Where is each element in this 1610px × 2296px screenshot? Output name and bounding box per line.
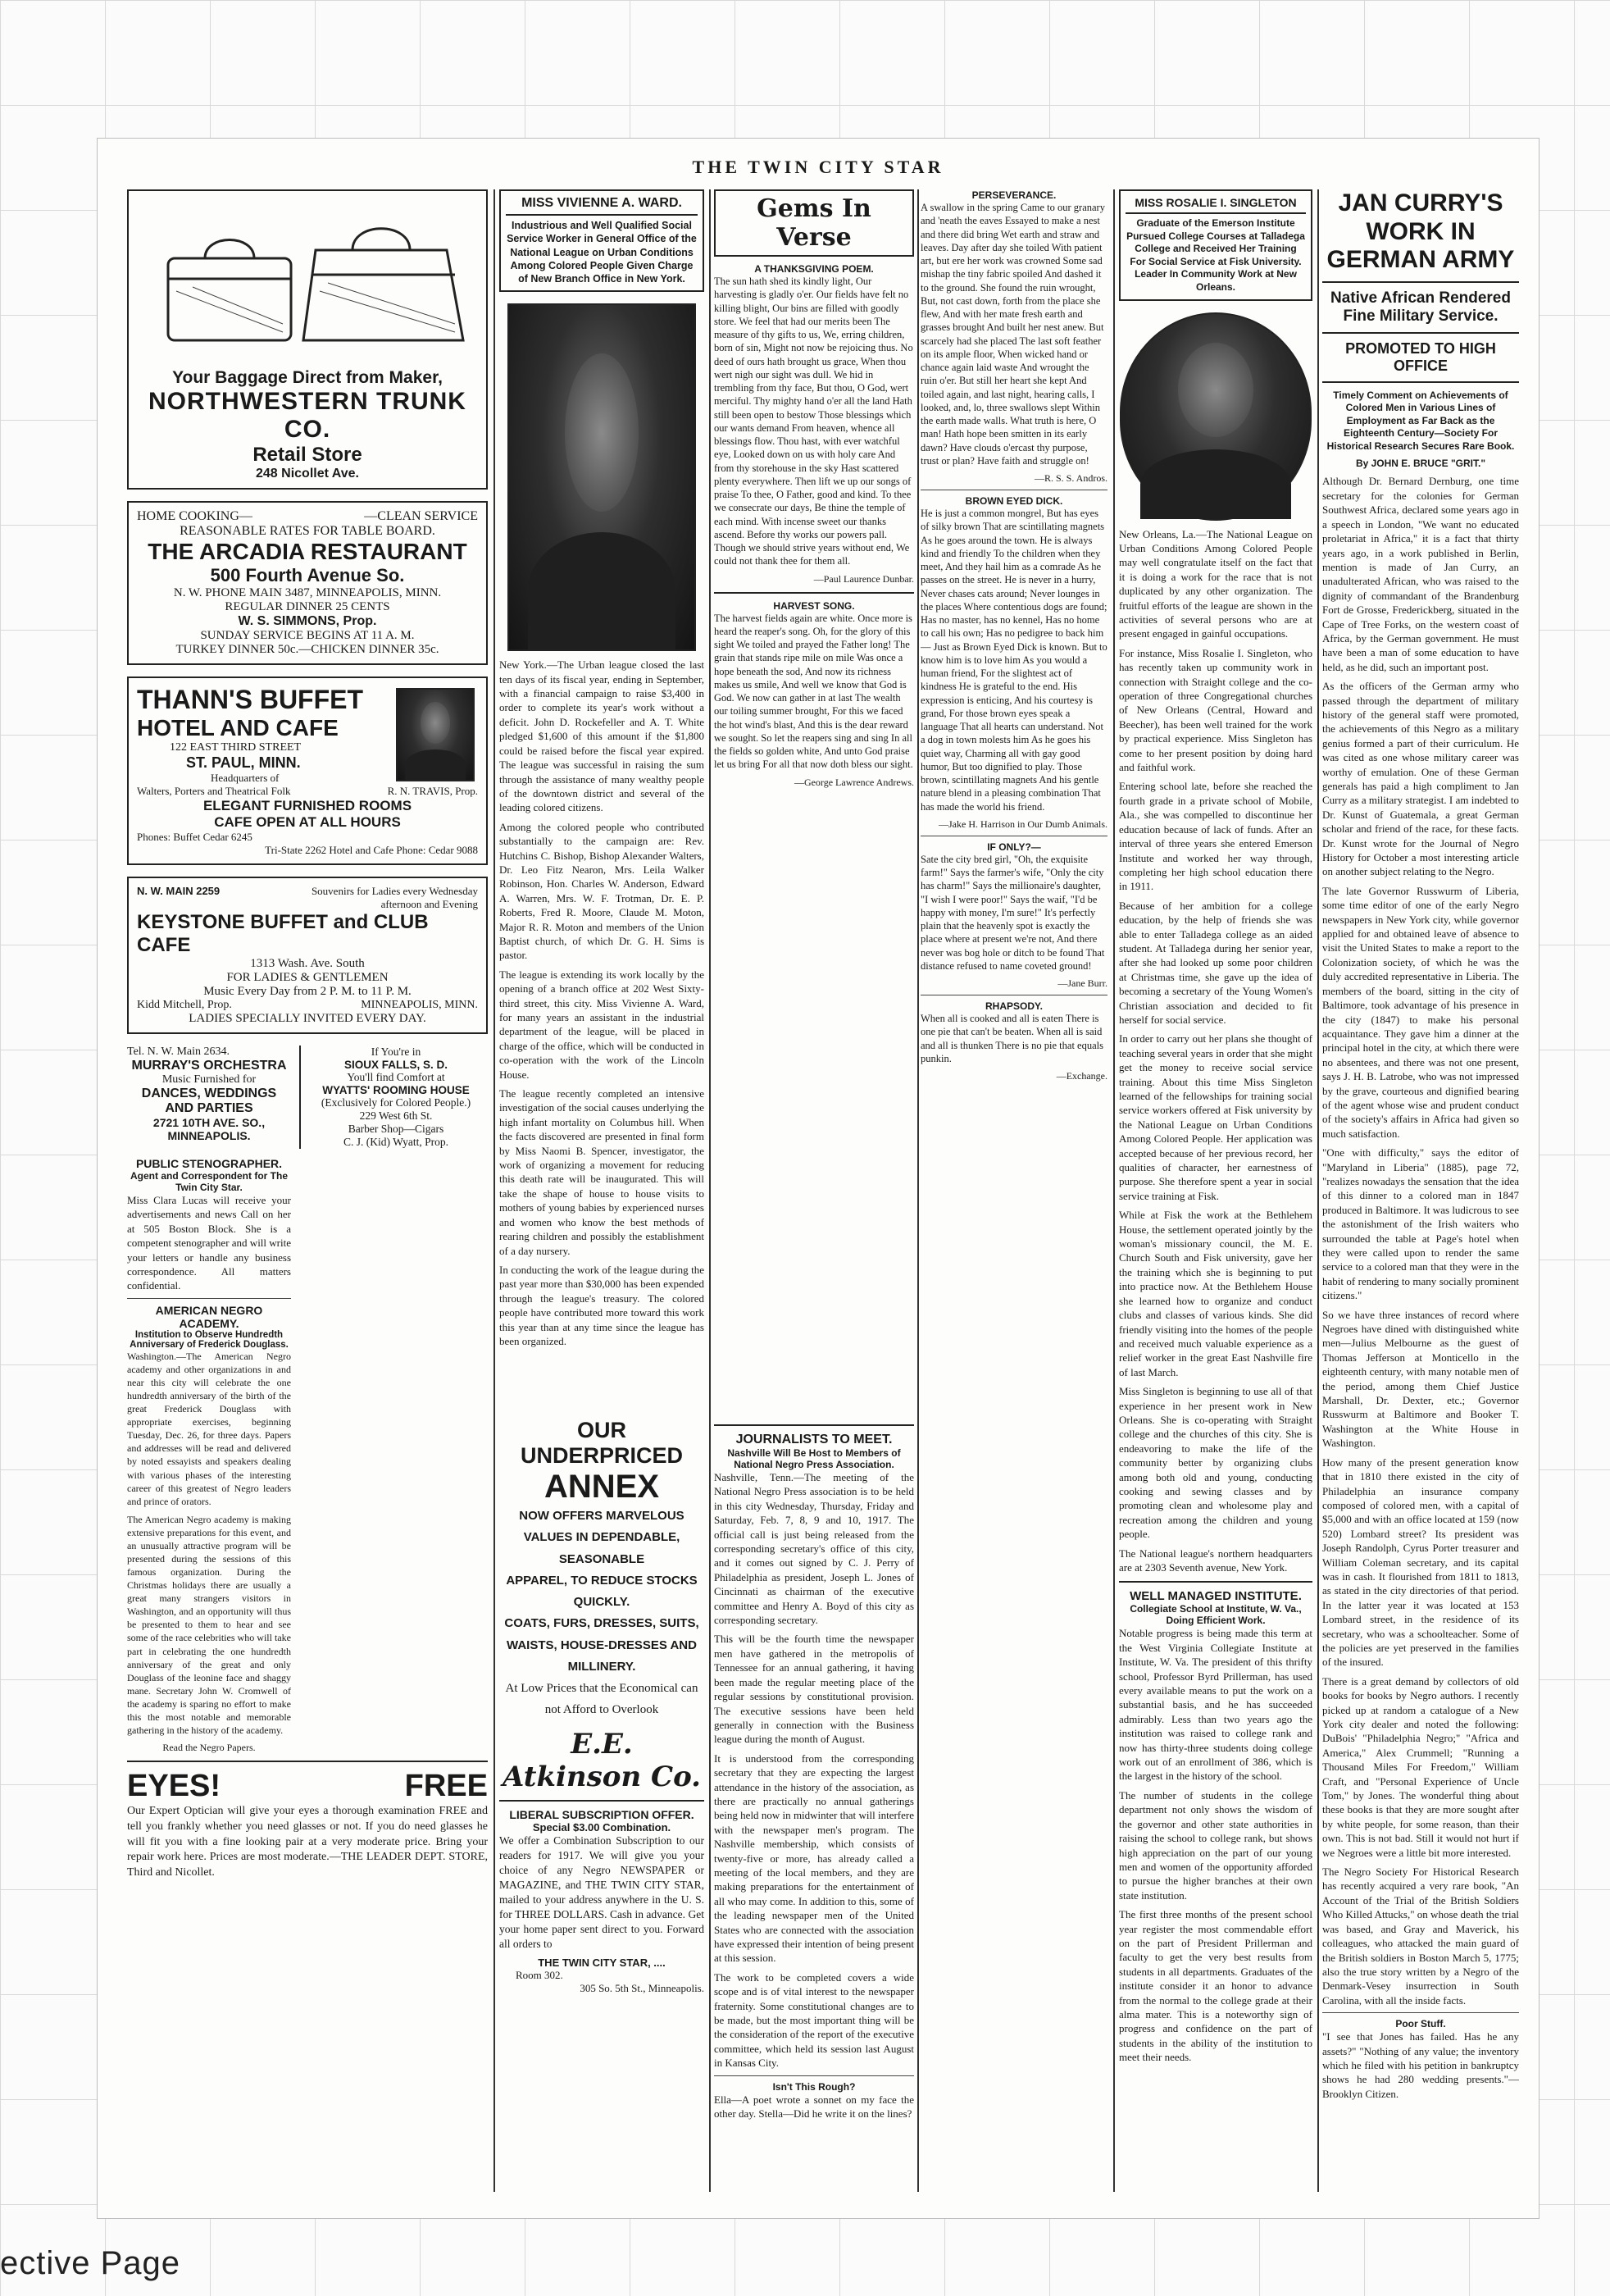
curry-p7: There is a great demand by collectors of old books for books by Negro authors. I recently picked up at random a catalogue of a New York city dealer and noted the following: DuBois' "Philadelphia Negro;" "Africa and America," Alex Crummell; "Running a Thousand Miles For Freedom," William Craft, and "Personal Experience of Uncle Tom," by Jones. The wonderful thing about these books is that they are more sought after by white people, for some reason, than their own. This is not bad. Still it would not hurt if we Negroes were a little bit more interested. <box>1322 1674 1519 1859</box>
thann-street: 122 EAST THIRD STREET <box>170 741 302 754</box>
northwestern-address: 248 Nicollet Ave. <box>256 467 359 481</box>
singleton-header-box <box>1119 189 1312 301</box>
thann-rooms1: ELEGANT FURNISHED ROOMS <box>202 798 412 813</box>
arcadia-rates: REASONABLE RATES FOR TABLE BOARD. <box>180 524 435 538</box>
singleton-p1: New Orleans, La.—The National League on Urban Conditions Among Colored People may well congratulate itself on the fact that it is doing a work for the race that is not duplicated by any other organization. The fruitful efforts of the league are shown in the activities of several persons who are at present engaged in gainful occupations. <box>1119 527 1312 640</box>
singleton-p2: For instance, Miss Rosalie I. Singleton, who has recently taken up community work in connection with Straight college and the co-operation of three Congregational churches of New Orleans (Central, Howard and Beecher), has been well trained for the work by practical experience. Miss Singleton has come to her present position by doing hard and faithful work. <box>1119 646 1312 774</box>
northwestern-trunk-ad <box>127 189 488 490</box>
steno-body: Miss Clara Lucas will receive your advertisements and news Call on her at 505 Boston Block. She is a competent stenographer and will write your letters or handle any business correspondence. All matters confidential. <box>127 1194 291 1292</box>
thann-city: ST. PAUL, MINN. <box>186 754 301 771</box>
annex-l3: APPAREL, TO REDUCE STOCKS QUICKLY. <box>506 1573 698 1609</box>
rough-title: Isn't This Rough? <box>772 2080 856 2093</box>
gems-title-box <box>714 189 914 257</box>
column-rule <box>709 189 711 2192</box>
wyatt-l1: If You're in <box>371 1046 421 1058</box>
curry-deck1: Native African Rendered Fine Military Service. <box>1330 289 1511 325</box>
curry-p3: The late Governor Russwurm of Liberia, some time editor of one of the early Negro newspapers in New York city, while governor applied for and obtained leave of absence to visit the United States to make a report to the Colonization society, of which he was the duly accredited representative in Liberia. The members of the board, sitting in the city of Baltimore, took advantage of his presence in the city (1847) to make his personal acquaintance. They gave him a dinner at the principal hotel in the city, at which there were no absentees, and there was not one present, says J. H. B. Latrobe, who was not impressed by the grave, courteous and dignified bearing of the agent whose wise and prudent conduct of the society's affairs in Africa had given so much satisfaction. <box>1322 884 1519 1140</box>
singleton-name: MISS ROSALIE I. SINGLETON <box>1135 196 1297 209</box>
poem3-author: —R. S. S. Andros. <box>1034 472 1107 484</box>
annex-l1: NOW OFFERS MARVELOUS <box>519 1509 684 1523</box>
wyatt-l3: You'll find Comfort at <box>347 1071 445 1083</box>
column-6 <box>1322 189 1519 2192</box>
keystone-city: MINNEAPOLIS, MINN. <box>361 999 478 1011</box>
keystone-for: FOR LADIES & GENTLEMEN <box>226 971 389 984</box>
academy-p2: The American Negro academy is making extensive preparations for this event, and an unusually attractive program will be presented during the sessions of this famous organization. During the Christmas holidays there are usually a great many strangers visitors in Washington, and an opportunity will thus be presented to them to hear and see some of the race celebrities who will take part in celebrating the one hundredth anniversary of the great and only Douglass of the leonine face and shaggy mane. Secretary John W. Cromwell of the academy is sparing no effort to make this the most notable and memorable gathering in the history of the academy. <box>127 1513 291 1737</box>
murray-addr: 2721 10TH AVE. SO., MINNEAPOLIS. <box>152 1116 266 1142</box>
singleton-p5: In order to carry out her plans she thought of teaching several years in order that she might get the money to receive social service training. About this time Miss Singleton learned of the fellowships for training social service workers offered at Fisk university by the National League on Urban Conditions Among Colored People. Her application was accepted because of her previous record, her qualities of character, her earnestness of purpose. She therefore spent a year in social service training at Fisk. <box>1119 1032 1312 1202</box>
poem6-title: RHAPSODY. <box>985 1000 1043 1012</box>
thann-name: THANN'S BUFFET <box>137 685 364 714</box>
ward-p1: New York.—The Urban league closed the last ten days of its fiscal year, ending in September, with a financial campaign to raise $3,400 in order to complete its year's work without a deficit. John D. Rockefeller and A. T. White pledged $1,600 of this amount if the $1,800 could be raised before the fiscal year expired. The league was successful in raising the sum through the assistance of many wealthy people of the downtown district and several of the leading colored citizens. <box>499 658 704 814</box>
murray-music: Music Furnished for <box>161 1073 257 1086</box>
journalists-title: JOURNALISTS TO MEET. <box>735 1433 893 1446</box>
atkinson-logo: E.E. Atkinson Co. <box>502 1727 702 1793</box>
offer-title: LIBERAL SUBSCRIPTION OFFER. <box>509 1807 694 1821</box>
annex-l2: VALUES IN DEPENDABLE, SEASONABLE <box>523 1530 680 1566</box>
luggage-illustration <box>143 201 471 365</box>
poem5-author: —Jane Burr. <box>1057 977 1107 989</box>
ward-p2: Among the colored people who contributed substantially to the campaign are: Rev. Hutchins C. Bishop, Bishop Alexander Walters, Dr. Leo Fitz Nearon, Mrs. Leila Walker Robinson, Hon. Charles W. Anderson, Edward A. Warren, Mrs. W. F. Trotman, Dr. E. P. Roberts, Fred R. Moore, Claude M. Moton, Major R. R. Moton and members of the Union Baptist church, of which Dr. G. H. Sims is pastor. <box>499 820 704 962</box>
running-head: THE TWIN CITY STAR <box>692 157 944 177</box>
murray-events: DANCES, WEDDINGS AND PARTIES <box>141 1086 277 1115</box>
institute-sub: Collegiate School at Institute, W. Va., Doing Efficient Work. <box>1130 1603 1302 1627</box>
column-rule <box>917 189 919 2192</box>
keystone-prop: Kidd Mitchell, Prop. <box>137 999 232 1011</box>
eyes-left: EYES! <box>127 1769 221 1804</box>
poem3-title: PERSEVERANCE. <box>971 189 1057 201</box>
steno-title: PUBLIC STENOGRAPHER. <box>135 1157 283 1170</box>
wyatt-l2: SIOUX FALLS, S. D. <box>343 1059 448 1071</box>
northwestern-name: NORTHWESTERN TRUNK CO. <box>148 388 466 443</box>
arcadia-phone: N. W. PHONE MAIN 3487, MINNEAPOLIS, MINN. <box>173 586 442 599</box>
curry-deck3: Timely Comment on Achievements of Colored Men in Various Lines of Employment as Far Back as the Eighteenth Century—Society For Historical Research Secures Rare Book. <box>1326 389 1515 452</box>
academy-p1: Washington.—The American Negro academy and other organizations in and near this city will celebrate the one hundredth anniversary of the birth of the great Frederick Douglass with appropriate exercises, beginning Tuesday, Dec. 26, for three days. Papers and addresses will be read and delivered by noted essayists and speakers dealing with various phases of the interesting career of this greatest of Negro leaders and prince of orators. <box>127 1350 291 1507</box>
academy-title: AMERICAN NEGRO ACADEMY. <box>155 1303 263 1330</box>
column-rule <box>1113 189 1115 2192</box>
left-subcolumn <box>127 1157 291 1754</box>
poor-stuff-body: "I see that Jones has failed. Has he any assets?" "Nothing of any value; the inventory which he filed with his petition in bankruptcy shows he had 280 wedding presents."—Brooklyn Citizen. <box>1322 2030 1519 2100</box>
annex-title1: OUR UNDERPRICED <box>520 1418 684 1468</box>
keystone-addr: 1313 Wash. Ave. South <box>250 957 365 970</box>
steno-sub: Agent and Correspondent for The Twin City Star. <box>130 1170 288 1193</box>
murray-tel: Tel. N. W. Main 2634. <box>127 1046 230 1058</box>
offer-name: THE TWIN CITY STAR, .... <box>538 1957 666 1970</box>
annex-and-offer <box>499 1418 704 2192</box>
thann-prop: R. N. TRAVIS, Prop. <box>387 785 478 797</box>
singleton-p3: Entering school late, before she reached the fourth grade in a private school of Mobile, Ala., she was compelled to discontinue her education because of lack of funds. After an interval of three years she entered Emerson Institute and worked her way through, completing her high school education there in 1911. <box>1119 780 1312 893</box>
murray-name: MURRAY'S ORCHESTRA <box>131 1059 287 1073</box>
curry-p6: How many of the present generation know that in 1810 there existed in the city of Philadelphia an insurance company composed of colored men, with a capital of $5,000 and with an office located at 159 (now 520) Lombard street? Its president was Joseph Randolph, Cyrus Porter treasurer and William Coleman secretary, and its capital was in cash. It flourished from 1811 to 1813, as stated in the city directories of that period. In the latter year it was located at 153 Lombard street, in the residence of its secretary, who was a schoolteacher. Some of the policies are yet preserved in the families of the insured. <box>1322 1456 1519 1669</box>
travis-portrait <box>396 688 475 781</box>
institute-p2: The number of students in the college department not only shows the wisdom of the governor and other state authorities in raising the school to college rank, but shows high appreciation on the part of our young men and women of the opportunity afforded to pursue the higher branches at their own state institution. <box>1119 1788 1312 1902</box>
arcadia-restaurant-ad <box>127 501 488 665</box>
poem4-title: BROWN EYED DICK. <box>965 495 1063 507</box>
gems-title: Gems In Verse <box>757 194 871 252</box>
column-1 <box>127 189 488 2192</box>
journalists-p4: The work to be completed covers a wide scope and is of vital interest to the newspaper fraternity. Some constitutional changes are to be made, but the most important thing will be the consideration of the report of the executive committee, which held its session last August in Kansas City. <box>714 1970 914 2070</box>
column-3-lower <box>714 1418 914 2192</box>
curry-p5: So we have three instances of record where Negroes have dined with distinguished white men—Julius Melbourne as the guest of Thomas Jefferson at Monticello in the eighteenth century, with many notable men of the period, among them Chief Justice Marshall, Dr. Dexter, etc.; Governor Russwurm at Baltimore and Booker T. Washington at the White House in Washington. <box>1322 1308 1519 1450</box>
poem3-text: A swallow in the spring Came to our granary and 'neath the eaves Essayed to make a nest and there did bring Wet earth and straw and leaves. Day after day she toiled With patient art, but ere her work was crowned Some sad mishap the tiny fabric spoiled And dashed it to the ground. She found the ruin wrought, But, not cast down, forth from the place she flew, And with her mate fresh earth and grasses brought And built her nest anew. But scarcely had she placed The last soft feather on its ample floor, When wicked hand or chance again laid waste And wrought the ruin o'er. But still her heart she kept And toiled again, and last night, hearing calls, I looked, and, lo, three swallows slept Within the earth made walls. What truth is here, O man! Hath hope been smitten in its early dawn? Have clouds o'ercast thy purpose, trust or plan? Have faith and struggle on! <box>921 202 1105 467</box>
singleton-p8: The National league's northern headquarters are at 2303 Seventh avenue, New York. <box>1119 1547 1312 1574</box>
keystone-buffet-ad <box>127 877 488 1034</box>
wyatt-l7: Barber Shop—Cigars <box>348 1123 444 1135</box>
curry-byline: By JOHN E. BRUCE "GRIT." <box>1355 458 1486 470</box>
institute-p3: The first three months of the present school year register the most commendable effort on the part of President Prillerman and faculty to get the very best results from students in all departments. Graduates of the institute consider it an honor to advance from the normal to the college grade at their alma mater. This is a noteworthy sign of progress and confidence on the part of students in the ability of the institution to meet their needs. <box>1119 1908 1312 2064</box>
offer-room: Room 302. <box>516 1969 563 1982</box>
ward-header-box <box>499 189 704 292</box>
arcadia-address: 500 Fourth Avenue So. <box>210 565 405 585</box>
annex-l4: COATS, FURS, DRESSES, SUITS, <box>504 1616 699 1631</box>
singleton-p6: While at Fisk the work at the Bethlehem House, the settlement operated jointly by the woman's missionary council, the M. E. Church South and Fisk university, gave her the training which she is beginning to put into practice now. At the Bethlehem House she learned how to organize and conduct clubs and classes of various kinds. She did friendly visiting into the homes of the people and received much valuable experience as a relief worker in the great East Nashville fire of last March. <box>1119 1209 1312 1378</box>
curry-p4: "One with difficulty," says the editor of "Maryland in Liberia" (1885), page 72, "realizes nowadays the sensation that the idea of this dinner to a colored man in 1847 produced in Baltimore. It was ludicrous to see the astonishment of the Irish waiters who surrounded the table at Page's hotel when they were called upon to render the same service to a colored man that they were in the habit of rendering to many socially prominent citizens." <box>1322 1146 1519 1302</box>
keystone-ladies: LADIES SPECIALLY INVITED EVERY DAY. <box>189 1012 426 1025</box>
thann-rooms2: CAFE OPEN AT ALL HOURS <box>214 814 401 830</box>
poem5-title: IF ONLY?— <box>987 840 1041 853</box>
ward-p5: In conducting the work of the league during the past year more than $30,000 has been expended through the league's treasury. The colored people have contributed more toward this work this year than at any time since the league has been organized. <box>499 1263 704 1347</box>
arcadia-home-cooking: HOME COOKING— <box>137 509 252 523</box>
poem4-text: He is just a common mongrel, But has eyes of silky brown That are scintillating magnets As he goes around the town. He is always kind and friendly To the children when they meet, And they hail him as a comrade As he passes on the street. He is never in a hurry, Never chases cats around; Never lounges in the places Where contentious dogs are found; Has no master, has no kennel, Has no home to call his own; Has no pedigree to back him— Just as Brown Eyed Dick is known. But to know him is to love him As you would a human friend, For the slightest act of kindness He is grateful to the end. His expression is enticing, And his courtesy is grand, For those brown eyes speak a language That all hearts can understand. Not a dog in town molests him As he goes his quiet way, Charming all with gay good humor, But too dignified to play. Those brown, scintillating magnets And his gentle nature blend in a pleasing combination That has made the world his friend. <box>921 508 1107 813</box>
thann-hq: Headquarters of <box>211 772 280 784</box>
wyatt-l8: C. J. (Kid) Wyatt, Prop. <box>343 1136 448 1148</box>
curry-p8: The Negro Society For Historical Research has recently acquired a very rare book, "An Account of the Trial of the British Soldiers Who Killed Attucks," on whose death the trial was based, and Gray and Maverick, his colleagues, who attacked the main guard of the British soldiers in Boston March 5, 1775; also the true story written by a Negro of the Denmark-Vesey insurrection in South Carolina, with all the inside facts. <box>1322 1866 1519 2007</box>
academy-read: Read the Negro Papers. <box>162 1742 256 1754</box>
ward-p3: The league is extending its work locally by the opening of a branch office at 202 West Sixty-third street, this city. Miss Vivienne A. Ward, for many years an assistant in the industrial department of the league, will be placed in charge of the office, which will be conducted in co-operation with the work of the Lincoln House. <box>499 968 704 1081</box>
wyatt-l5: (Exclusively for Colored People.) <box>321 1096 471 1109</box>
institute-p1: Notable progress is being made this term at the West Virginia Collegiate Institute at Institute, W. Va. The president of this thrifty school, Professor Byrd Prillerman, has used every available means to put the work on a substantial basis, and he has succeeded admirably. Less than two years ago the institution was raised to college rank and now has thirty-three students doing college work out of an enrollment of 386, which is the largest in the history of the school. <box>1119 1627 1312 1783</box>
wyatts-rooming-ad <box>299 1046 486 1149</box>
ward-p4: The league recently completed an intensive investigation of the social causes underlying the high infant mortality on Columbus hill. When the facts discovered are presented in final form by Miss Naomi B. Spencer, investigator, the work of organizing a movement for reducing this death rate will be inaugurated. This will take the shape of house to house visits to mothers of young babies by experienced nurses and women who know the best methods of rearing children and possibly the establishment of a day nursery. <box>499 1087 704 1257</box>
keystone-phone: N. W. MAIN 2259 <box>137 885 221 897</box>
keystone-music: Music Every Day from 2 P. M. to 11 P. M. <box>203 985 412 998</box>
journalists-p3: It is understood from the corresponding secretary that they are expecting the largest attendance in the history of the association, as there are practically no annual gatherings being held now in midwinter that will interfere with the newspaper men's program. The Nashville membership, which consists of twenty-five or more, has already called a meeting of the local members, and they are making preparations for the entertainment of all who may come. In addition to this, some of the leading newspaper men of the United States who are connected with the association have expressed their intention of being present at this session. <box>714 1752 914 1965</box>
arcadia-name: THE ARCADIA RESTAURANT <box>148 539 467 564</box>
ward-portrait <box>507 303 696 651</box>
curry-p1: Although Dr. Bernard Dernburg, one time secretary for the colonies for German Southwest Africa, declared some years ago in a speech in London, "We want no educated proletariat in Africa," it is a fact that thirty years ago, in a work published in Berlin, mention is made of Jan Curry, an unadulterated African, who was raised to the dignity of commandant of the Brandenburg Fort de Grosse, Frederickberg, situated in the Cape of Tree Forks, on the western coast of Africa, by the German government. He must have been a man of some education to have held, as he did, such an important post. <box>1322 475 1519 673</box>
northwestern-line1: Your Baggage Direct from Maker, <box>172 368 443 387</box>
poem5-text: Sate the city bred girl, "Oh, the exquisite farm!" Says the farmer's wife, "Only the city has charm!" Says the millionaire's daughter, "I wish I were poor!" Says the waif, "I'd be happy with money, I'm sure!" It's perfectly plain that the heavenly spot is exactly the place where at present we're not, And there never was bog hole or ditch to be found That distance refused to name coveted ground! <box>921 853 1105 972</box>
murray-orchestra-ad <box>127 1046 291 1149</box>
arcadia-clean-service: —CLEAN SERVICE <box>364 509 478 523</box>
thanns-buffet-ad <box>127 676 488 865</box>
poem1-text: The sun hath shed its kindly light, Our harvesting is gladly o'er. Our fields have felt no killing blight, Our bins are filled with goodly store. We feel that had our merits been The measure of thy gifts to us, We, erring children, born of sin, Might not now be rejoicing thus. No deed of ours hath brought us grace, When thou wert nigh our sight was dull. We hid in trembling from thy face, But thou, O God, wert merciful. Thy mighty hand o'er all the land Hath still been open to bestow Those blessings which our wants demand From heaven, whence all blessings flow. Thou hast, with ever watchful eye, Looked down on us with holy care And from thy storehouse in the sky Hast scattered plenty everywhere. Then lift we up our songs of praise To thee, O Father, good and kind. To thee we consecrate our days, Be thine the temple of each mind. With incense sweet our thanks ascend. Before thy works our powers pall. Though we should strive years without end, We could not thank thee for them all. <box>714 276 913 567</box>
journalists-p1: Nashville, Tenn.—The meeting of the National Negro Press association is to be held in this city Wednesday, Thursday, Friday and Saturday, Feb. 7, 8, 9 and 10, 1917. The official call is just being released from the corresponding secretary's office of this city, and it comes out signed by C. J. Perry of Philadelphia as president, Joseph L. Jones of Cincinnati as chairman of the executive committee and Henry A. Boyd of this city as corresponding secretary. <box>714 1471 914 1627</box>
column-rule <box>493 189 495 2192</box>
column-5 <box>1119 189 1312 2192</box>
annex-title2: ANNEX <box>543 1469 660 1505</box>
eyes-free-ad <box>127 1769 488 1881</box>
annex-l6: At Low Prices that the Economical can not Afford to Overlook <box>505 1682 698 1717</box>
singleton-p4: Because of her ambition for a college education, by the help of friends she was able to enter Talladega college as an aided student. At Talladega during her senior year, after she had looked up some poor children at Christmas time, she gave up the idea of becoming a secretary of the Young Women's Christian association and decided to fit herself for social service. <box>1119 899 1312 1026</box>
institute-title: WELL MANAGED INSTITUTE. <box>1130 1589 1302 1604</box>
keystone-name: KEYSTONE BUFFET and CLUB CAFE <box>137 911 429 956</box>
arcadia-prop: W. S. SIMMONS, Prop. <box>238 614 377 628</box>
wyatt-l4: WYATTS' ROOMING HOUSE <box>322 1084 470 1096</box>
keystone-souvenirs: Souvenirs for Ladies every Wednesday afternoon and Evening <box>311 885 478 910</box>
northwestern-store: Retail Store <box>252 444 362 466</box>
offer-body: We offer a Combination Subscription to our readers for 1917. We will give you your choice of any Negro NEWSPAPER or MAGAZINE, and THE TWIN CITY STAR, mailed to your address anywhere in the U. S. for THREE DOLLARS. Cash in advance. Get your home paper sent direct to you. Forward all orders to <box>499 1834 704 1951</box>
ward-name: MISS VIVIENNE A. WARD. <box>521 196 682 210</box>
poem6-author: —Exchange. <box>1056 1070 1107 1082</box>
poem1-author: —Paul Laurence Dunbar. <box>813 572 914 585</box>
thann-sub: HOTEL AND CAFE <box>137 715 339 740</box>
thann-folk: Walters, Porters and Theatrical Folk <box>137 785 291 797</box>
ward-caption: Industrious and Well Qualified Social Service Worker in General Office of the National League on Urban Conditions Among Colored People Given Charge of New Branch Office in New York. <box>507 220 697 285</box>
academy-sub: Institution to Observe Hundredth Anniversary of Frederick Douglass. <box>130 1329 289 1350</box>
singleton-portrait <box>1120 312 1312 521</box>
eyes-right: FREE <box>404 1769 488 1804</box>
wyatt-l6: 229 West 6th St. <box>359 1109 433 1122</box>
curry-deck2: PROMOTED TO HIGH OFFICE <box>1345 339 1496 374</box>
thann-phones: Phones: Buffet Cedar 6245 <box>137 831 252 843</box>
curry-title: JAN CURRY'S WORK IN GERMAN ARMY <box>1326 189 1515 273</box>
poor-stuff-title: Poor Stuff. <box>1395 2018 1446 2030</box>
journalists-sub: Nashville Will Be Host to Members of National Negro Press Association. <box>727 1447 901 1470</box>
poem1-title: A THANKSGIVING POEM. <box>754 263 874 275</box>
arcadia-dinner: REGULAR DINNER 25 CENTS <box>225 600 390 613</box>
poem2-text: The harvest fields again are white. Once more is heard the reaper's song. Oh, for the glory of this sight We toiled and prayed the Father long! The grain that stands ripe mile on mile Was once a hope beneath the sod, And now its richness makes us smile, And well we know that God is God. We now can gather in at last The wealth our toiling summer brought, For this we faced the hot wind's blast, And this is the dear reward we sought. So let the reapers sing and sing In all the fields so golden white, And unto God praise let us bring For all that now doth bless our sight. <box>714 612 913 771</box>
thann-tristate: Tri-State 2262 Hotel and Cafe Phone: Cedar 9088 <box>265 844 478 856</box>
newspaper-page <box>97 138 1540 2219</box>
singleton-caption: Graduate of the Emerson Institute Pursued College Courses at Talladega College and Received Her Training For Social Service at Fisk University. Leader In Community Work at New Orleans. <box>1126 217 1305 293</box>
poem2-author: —George Lawrence Andrews. <box>794 776 914 788</box>
page-footer-label: ective Page <box>0 2245 181 2281</box>
column-rule <box>1317 189 1319 2192</box>
column-3-upper <box>714 189 914 1411</box>
poem4-author: —Jake H. Harrison in Our Dumb Animals. <box>939 818 1107 830</box>
offer-addr: 305 So. 5th St., Minneapolis. <box>580 1982 704 1995</box>
arcadia-turkey: TURKEY DINNER 50c.—CHICKEN DINNER 35c. <box>175 643 439 656</box>
column-4 <box>921 189 1107 2192</box>
singleton-p7: Miss Singleton is beginning to use all of that experience in her present work in New Orleans. She is co-operating with Straight college and the churches of this city. She is endeavoring to make the life of the community better by organizing clubs among both old and young, conducting cooking and sewing classes and by promoting clean and wholesome play and recreation among the children and young people. <box>1119 1385 1312 1541</box>
rough-body: Ella—A poet wrote a sonnet on my face the other day. Stella—Did he write it on the lines? <box>714 2093 914 2121</box>
annex-l5: WAISTS, HOUSE-DRESSES AND MILLINERY. <box>507 1638 697 1674</box>
offer-special: Special $3.00 Combination. <box>532 1820 671 1834</box>
eyes-body: Our Expert Optician will give your eyes a thorough examination FREE and tell you frankly whether you need glasses or not. If you do need glasses he will fit you with a fine looking pair at a very moderate price. Bring your repair work here. Prices are most moderate.—THE LEADER DEPT. STORE, Third and Nicollet. <box>127 1805 488 1879</box>
curry-p2: As the officers of the German army who passed through the department of military history of the general staff were promoted, the achievements of this Negro as a military genius formed a part of their curriculum. He was cited as one whose military career was worthy of emulation. One of these German generals has paid a high compliment to Jan Curry as a military strategist. I am indebted to Dr. Kunst of Guatemala, a great German scholar and friend of the race, for these facts. Dr. Kunst wrote for the Journal of Negro History for October a most interesting article on another subject relating to the Negro. <box>1322 680 1519 878</box>
arcadia-sunday: SUNDAY SERVICE BEGINS AT 11 A. M. <box>200 629 415 642</box>
poem2-title: HARVEST SONG. <box>773 599 855 612</box>
poem6-text: When all is cooked and all is eaten There is one pie that can't be beaten. When all is said and all is thunken There is no pie that equals punkin. <box>921 1013 1103 1064</box>
journalists-p2: This will be the fourth time the newspaper men have gathered in the metropolis of Tennessee for an annual gathering, it having been made the regular meeting place of the regular sessions by constitutional provision. The executive sessions have been held generally in connection with the Business league during the month of August. <box>714 1633 914 1746</box>
